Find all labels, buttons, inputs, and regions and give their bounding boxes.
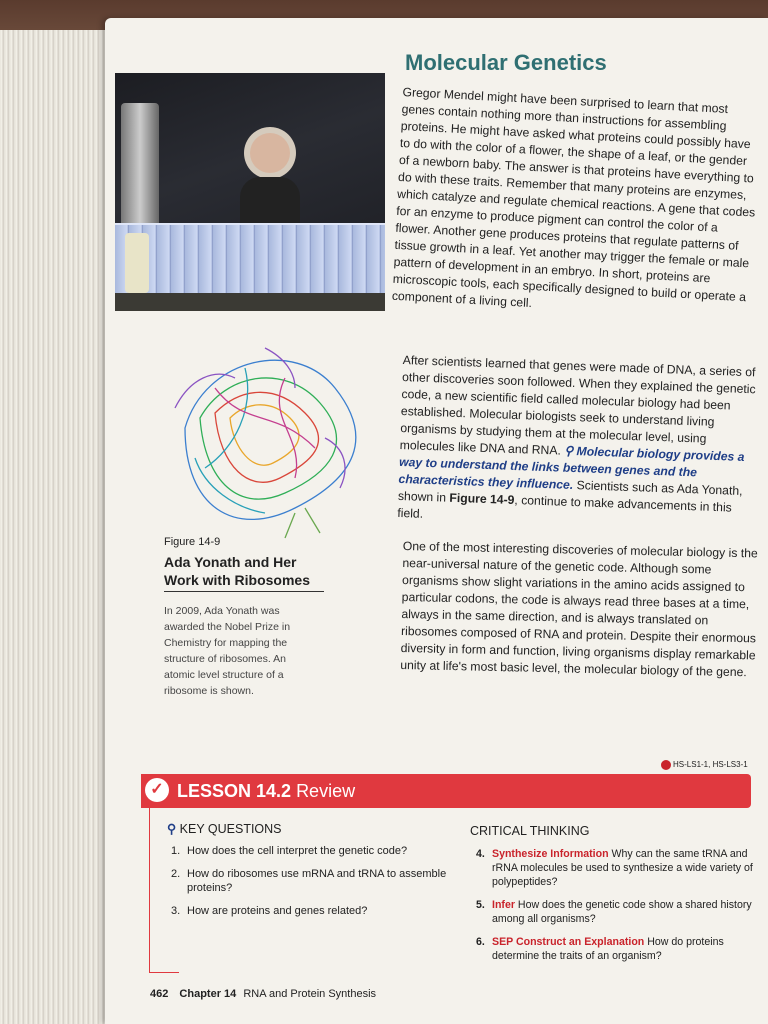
figure-divider — [164, 591, 324, 592]
paragraph-2 — [397, 352, 763, 542]
critical-thinking-heading: CRITICAL THINKING — [470, 824, 590, 838]
figure-caption: In 2009, Ada Yonath was awarded the Nobel Prize in Chemistry for mapping the structure of ribosomes. An atomic level structure of a ribosome is shown. — [164, 605, 291, 697]
chapter-label: Chapter 14 — [179, 988, 237, 1000]
list-item: 1. How does the cell interpret the genetic code? — [171, 845, 408, 857]
paragraph-2-end: , continue to make advancements in this field. — [397, 492, 733, 521]
paragraph-1 — [391, 84, 762, 332]
standards-tag — [661, 760, 748, 770]
figure-title: Ada Yonath and Her Work with Ribosomes — [164, 554, 310, 588]
key-concept-sentence: Molecular biology provides a way to understand the links between genes and the characteristics they influence. — [398, 444, 745, 493]
ribosome-structure-image — [145, 318, 375, 548]
textbook-page — [105, 18, 768, 1024]
lesson-review-title — [177, 781, 355, 802]
paragraph-2-start: After scientists learned that genes were made of DNA, a series of other discoveries soon followed. When they explained the genetic code, a new scientific field called molecular biology had been established. Molecular biologists seek to understand living organisms by studying them at the molecular level, using molecules like DNA and RNA. — [399, 352, 756, 458]
microscope-image — [121, 103, 159, 233]
list-item: 2. How do ribosomes use mRNA and tRNA to assemble proteins? — [171, 868, 447, 894]
key-questions-list — [171, 844, 461, 927]
list-item: 4. Synthesize Information Why can the same tRNA and rRNA molecules be used to synthesize a wide variety of polypeptides? — [476, 848, 753, 888]
lesson-label: LESSON 14.2 — [177, 781, 292, 801]
bottle-image — [125, 233, 149, 293]
figure-reference-link[interactable]: Figure 14-9 — [449, 490, 515, 507]
checkmark-icon: ✓ — [145, 778, 169, 802]
key-icon: ⚲ — [167, 822, 180, 836]
page-number: 462 — [150, 988, 169, 1000]
section-heading: Molecular Genetics — [405, 50, 607, 75]
ada-yonath-photo — [115, 73, 385, 311]
review-border-bottom — [149, 972, 179, 973]
standards-icon — [661, 760, 671, 770]
chapter-title: RNA and Protein Synthesis — [243, 988, 377, 1000]
review-label: Review — [296, 781, 356, 801]
figure-label: Figure 14-9 — [164, 536, 221, 548]
page-footer — [150, 988, 376, 1000]
critical-thinking-list — [476, 847, 761, 972]
scientist-figure — [240, 133, 300, 233]
key-questions-heading: ⚲ KEY QUESTIONS — [167, 822, 282, 836]
paragraph-3 — [400, 538, 763, 690]
paragraph-3-text: One of the most interesting discoveries of molecular biology is the near-universal nature of the genetic code. Although some organisms show slight variations in the amino acids assigned to particular codons, the code is always read three bases at a time, always in the same direction, and is always translated on ribosomes composed of RNA and protein. Despite their enormous diversity in form and function, living organisms display remarkable unity at life's most basic level, the molecular biology of the gene. — [400, 538, 758, 680]
paragraph-2-mid: Scientists such as Ada Yonath, shown in — [397, 478, 743, 505]
standards-text: HS-LS1-1, HS-LS3-1 — [673, 760, 748, 770]
key-icon: ⚲ — [564, 443, 577, 459]
review-border — [149, 808, 150, 973]
list-item: 3. How are proteins and genes related? — [171, 905, 368, 917]
paragraph-1-text: Gregor Mendel might have been surprised to learn that most genes contain nothing more than instructions for assembling proteins. He might have asked what proteins could possibly have to do with the color of a flower, the shape of a leaf, or the gender of a newborn baby. The answer is that proteins have everything to do with these traits. Remember that many proteins are enzymes, which catalyze and regulate chemical reactions. A gene that codes for an enzyme to produce pigment can control the color of a flower. Another gene produces proteins that regulate patterns of tissue growth in a leaf. Yet another may trigger the female or male pattern of development in an embryo. In short, proteins are microscopic tools, each specifically designed to build or operate a component of a living cell. — [391, 84, 756, 311]
list-item: 6. SEP Construct an Explanation How do proteins determine the traits of an organism? — [476, 936, 724, 962]
sample-racks-image — [115, 223, 385, 295]
list-item: 5. Infer How does the genetic code show a shared history among all organisms? — [476, 899, 752, 925]
